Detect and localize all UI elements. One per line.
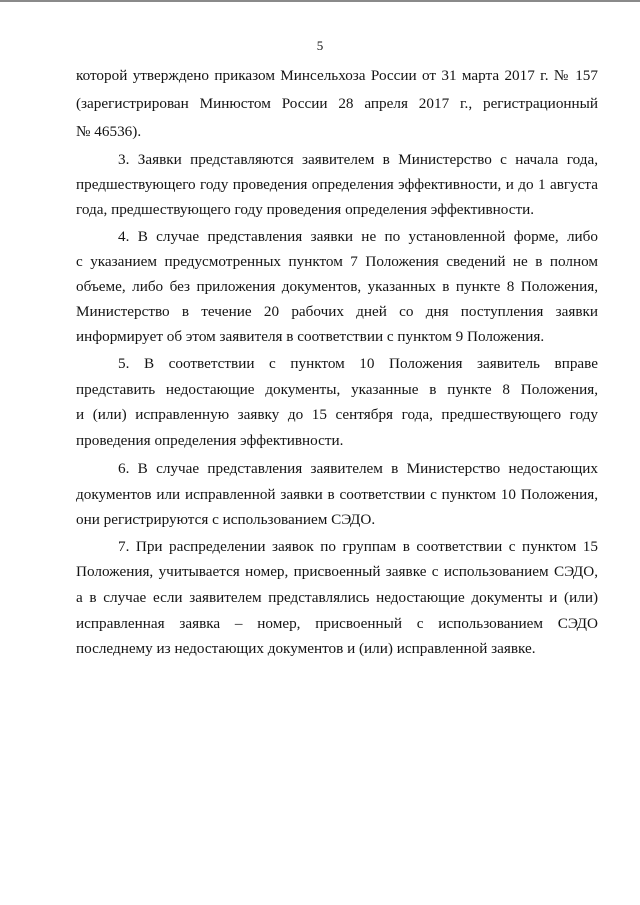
- paragraph-item-7-line-5: последнему из недостающих документов и (или) исправленной заявке.: [76, 640, 536, 657]
- paragraph-item-3-line-2: предшествующего году проведения определения эффективности, и до 1 августа: [76, 176, 598, 193]
- scan-top-edge: [0, 0, 640, 2]
- page-number: 5: [316, 38, 324, 53]
- paragraph-item-7-line-2: Положения, учитывается номер, присвоенный заявке с использованием СЭДО,: [76, 563, 598, 580]
- paragraph-item-7-line-3: а в случае если заявителем представлялись недостающие документы и (или): [76, 589, 598, 606]
- paragraph-item-7-line-4: исправленная заявка – номер, присвоенный с использованием СЭДО: [76, 615, 598, 632]
- paragraph-item-5-line-3: и (или) исправленную заявку до 15 сентября года, предшествующего году: [76, 406, 598, 423]
- paragraph-1-line-1: которой утверждено приказом Минсельхоза России от 31 марта 2017 г. № 157: [76, 67, 598, 84]
- paragraph-item-5-line-2: представить недостающие документы, указанные в пункте 8 Положения,: [76, 381, 598, 398]
- paragraph-item-6-line-1: 6. В случае представления заявителем в Министерство недостающих: [118, 460, 598, 477]
- paragraph-item-3-line-3: года, предшествующего году проведения определения эффективности.: [76, 201, 535, 218]
- paragraph-item-4-line-4: Министерство в течение 20 рабочих дней со дня поступления заявки: [76, 303, 598, 320]
- paragraph-item-4-line-2: с указанием предусмотренных пунктом 7 Положения сведений не в полном: [76, 253, 598, 270]
- paragraph-item-7-line-1: 7. При распределении заявок по группам в соответствии с пунктом 15: [118, 538, 598, 555]
- paragraph-1-line-3: № 46536).: [76, 123, 142, 140]
- paragraph-item-3-line-1: 3. Заявки представляются заявителем в Министерство с начала года,: [118, 151, 598, 168]
- paragraph-1-line-2: (зарегистрирован Минюстом России 28 апреля 2017 г., регистрационный: [76, 95, 598, 112]
- paragraph-item-4-line-5: информирует об этом заявителя в соответствии с пунктом 9 Положения.: [76, 328, 545, 345]
- paragraph-item-6-line-3: они регистрируются с использованием СЭДО.: [76, 511, 376, 528]
- paragraph-item-5-line-4: проведения определения эффективности.: [76, 432, 344, 449]
- paragraph-item-6-line-2: документов или исправленной заявки в соответствии с пунктом 10 Положения,: [76, 486, 598, 503]
- paragraph-item-4-line-3: объеме, либо без приложения документов, указанных в пункте 8 Положения,: [76, 278, 598, 295]
- paragraph-item-4-line-1: 4. В случае представления заявки не по установленной форме, либо: [118, 228, 598, 245]
- paragraph-item-5-line-1: 5. В соответствии с пунктом 10 Положения заявитель вправе: [118, 355, 598, 372]
